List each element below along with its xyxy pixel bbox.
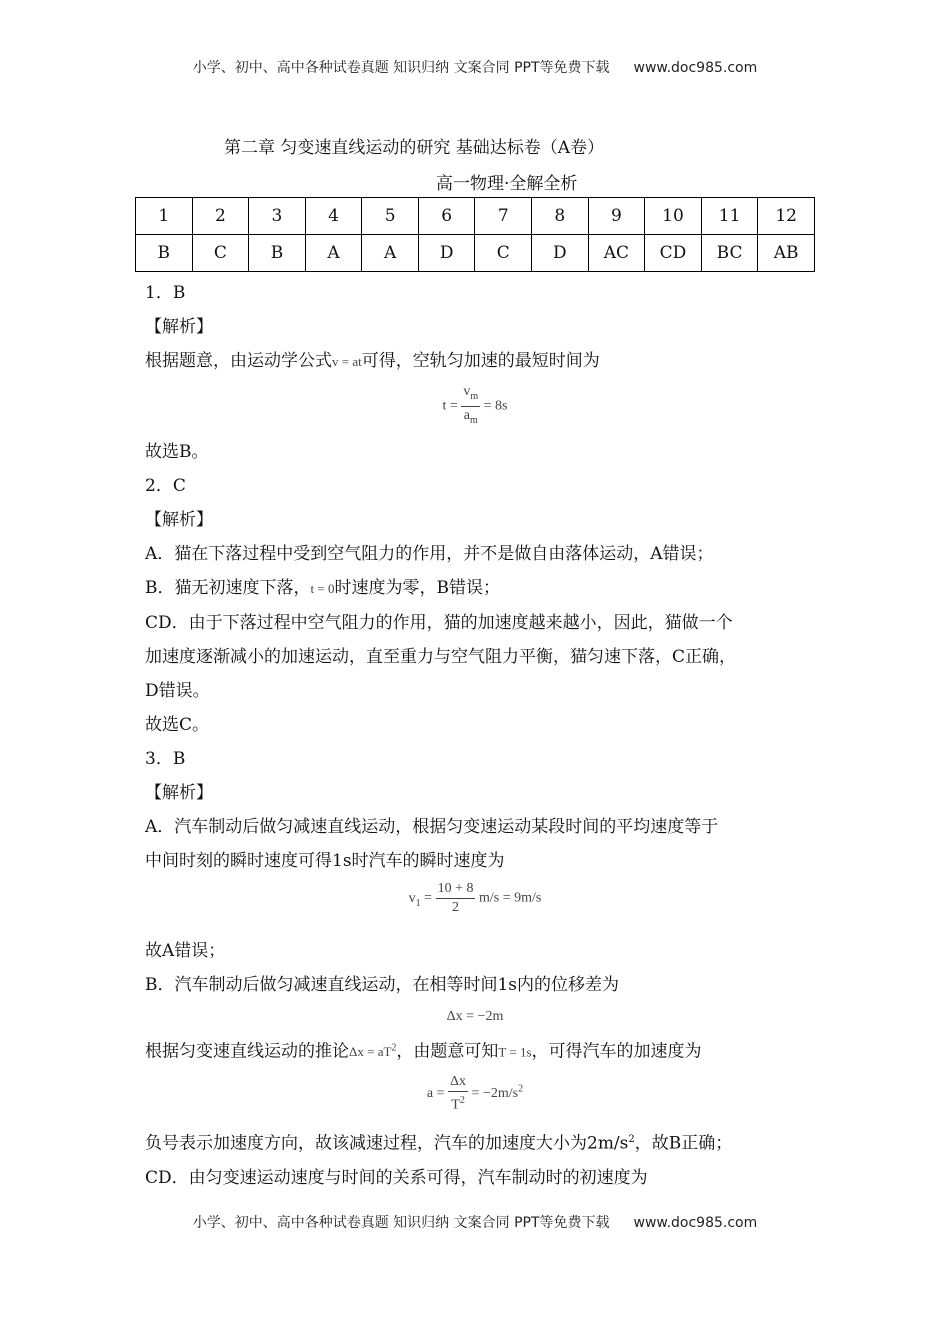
q3-formula-3: a = $\frac{\Delta x}{T^2}$ = $-2m/s^2$ bbox=[426, 1074, 524, 1113]
inline-formula: $\Delta x = aT^2$ bbox=[349, 1043, 397, 1060]
answer-cell: BC bbox=[701, 235, 758, 272]
question-3-heading: 3．B bbox=[145, 749, 186, 769]
q2-conclusion: 故选C。 bbox=[145, 715, 210, 735]
question-number-cell: 9 bbox=[588, 198, 645, 235]
answer-cell: A bbox=[305, 235, 362, 272]
footer-text: 小学、初中、高中各种试卷真题 知识归纳 文案合同 PPT等免费下载 bbox=[192, 1215, 610, 1231]
header-site-link[interactable]: www.doc985.com bbox=[633, 60, 758, 76]
analysis-label: 【解析】 bbox=[145, 510, 213, 530]
q1-conclusion: 故选B。 bbox=[145, 442, 209, 462]
question-number-cell: 5 bbox=[362, 198, 419, 235]
q3-option-b-conclusion: 负号表示加速度方向，故该减速过程，汽车的加速度大小为$2m/s^2$，故B正确； bbox=[145, 1133, 733, 1154]
analysis-label: 【解析】 bbox=[145, 317, 213, 337]
question-number-cell: 12 bbox=[758, 198, 815, 235]
q2-option-cd-line: CD．由于下落过程中空气阻力的作用，猫的加速度越来越小，因此，猫做一个 bbox=[145, 613, 733, 633]
question-number-cell: 6 bbox=[418, 198, 475, 235]
answer-cell: D bbox=[532, 235, 589, 272]
question-number-cell: 8 bbox=[532, 198, 589, 235]
answer-cell: AC bbox=[588, 235, 645, 272]
question-number-cell: 3 bbox=[249, 198, 306, 235]
answer-cell: B bbox=[136, 235, 193, 272]
document-subtitle: 高一物理·全解全析 bbox=[436, 174, 578, 194]
answer-cell: CD bbox=[645, 235, 702, 272]
question-number-cell: 4 bbox=[305, 198, 362, 235]
document-title: 第二章 匀变速直线运动的研究 基础达标卷（A卷） bbox=[224, 138, 605, 158]
q3-formula-2: Δx = −2m bbox=[446, 1009, 504, 1024]
q3-option-a-line: 中间时刻的瞬时速度可得1s时汽车的瞬时速度为 bbox=[145, 851, 505, 871]
question-2-heading: 2．C bbox=[145, 476, 186, 496]
answer-table-answer-row bbox=[136, 235, 815, 272]
inline-formula: t = 0 bbox=[310, 581, 335, 596]
q1-formula: t = $\frac{v_m}{a_m}$ = 8s bbox=[442, 384, 508, 426]
question-1-heading: 1．B bbox=[145, 283, 186, 303]
answer-cell: D bbox=[418, 235, 475, 272]
header-text: 小学、初中、高中各种试卷真题 知识归纳 文案合同 PPT等免费下载 bbox=[192, 60, 610, 76]
q2-option-b: B．猫无初速度下落，t = 0时速度为零，B错误； bbox=[145, 578, 500, 598]
question-number-cell: 10 bbox=[645, 198, 702, 235]
page-header bbox=[0, 57, 950, 77]
q2-option-cd-line: D错误。 bbox=[145, 681, 210, 701]
footer-site-link[interactable]: www.doc985.com bbox=[633, 1215, 758, 1231]
analysis-label: 【解析】 bbox=[145, 783, 213, 803]
q3-option-a-line: A．汽车制动后做匀减速直线运动，根据匀变速运动某段时间的平均速度等于 bbox=[145, 817, 719, 837]
inline-formula: v = at bbox=[332, 354, 362, 369]
q3-option-cd-line: CD．由匀变速运动速度与时间的关系可得，汽车制动时的初速度为 bbox=[145, 1167, 648, 1188]
q2-option-a: A．猫在下落过程中受到空气阻力的作用，并不是做自由落体运动，A错误； bbox=[145, 544, 714, 564]
inline-formula: T = 1s bbox=[498, 1044, 532, 1060]
answer-cell: A bbox=[362, 235, 419, 272]
q2-option-cd-line: 加速度逐渐减小的加速运动，直至重力与空气阻力平衡，猫匀速下落，C正确， bbox=[145, 647, 737, 667]
q1-text-line: 根据题意，由运动学公式v = at可得，空轨匀加速的最短时间为 bbox=[145, 351, 600, 371]
q3-option-b-line: B．汽车制动后做匀减速直线运动，在相等时间1s内的位移差为 bbox=[145, 975, 620, 995]
question-number-cell: 11 bbox=[701, 198, 758, 235]
answer-table bbox=[135, 197, 815, 272]
answer-cell: C bbox=[192, 235, 249, 272]
answer-cell: B bbox=[249, 235, 306, 272]
question-number-cell: 2 bbox=[192, 198, 249, 235]
question-number-cell: 7 bbox=[475, 198, 532, 235]
q3-formula-1: $v_1$ = $\frac{10 + 8}{2}$ m/s = 9m/s bbox=[408, 881, 542, 915]
solution-content bbox=[145, 276, 805, 1195]
question-number-cell: 1 bbox=[136, 198, 193, 235]
q3-option-b-line: 根据匀变速直线运动的推论$\Delta x = aT^2$，由题意可知T = 1s，可得汽车的加速度为 bbox=[145, 1041, 702, 1062]
answer-cell: AB bbox=[758, 235, 815, 272]
q3-option-a-conclusion: 故A错误； bbox=[145, 941, 226, 961]
answer-cell: C bbox=[475, 235, 532, 272]
page-footer bbox=[0, 1212, 950, 1232]
answer-table-number-row bbox=[136, 198, 815, 235]
